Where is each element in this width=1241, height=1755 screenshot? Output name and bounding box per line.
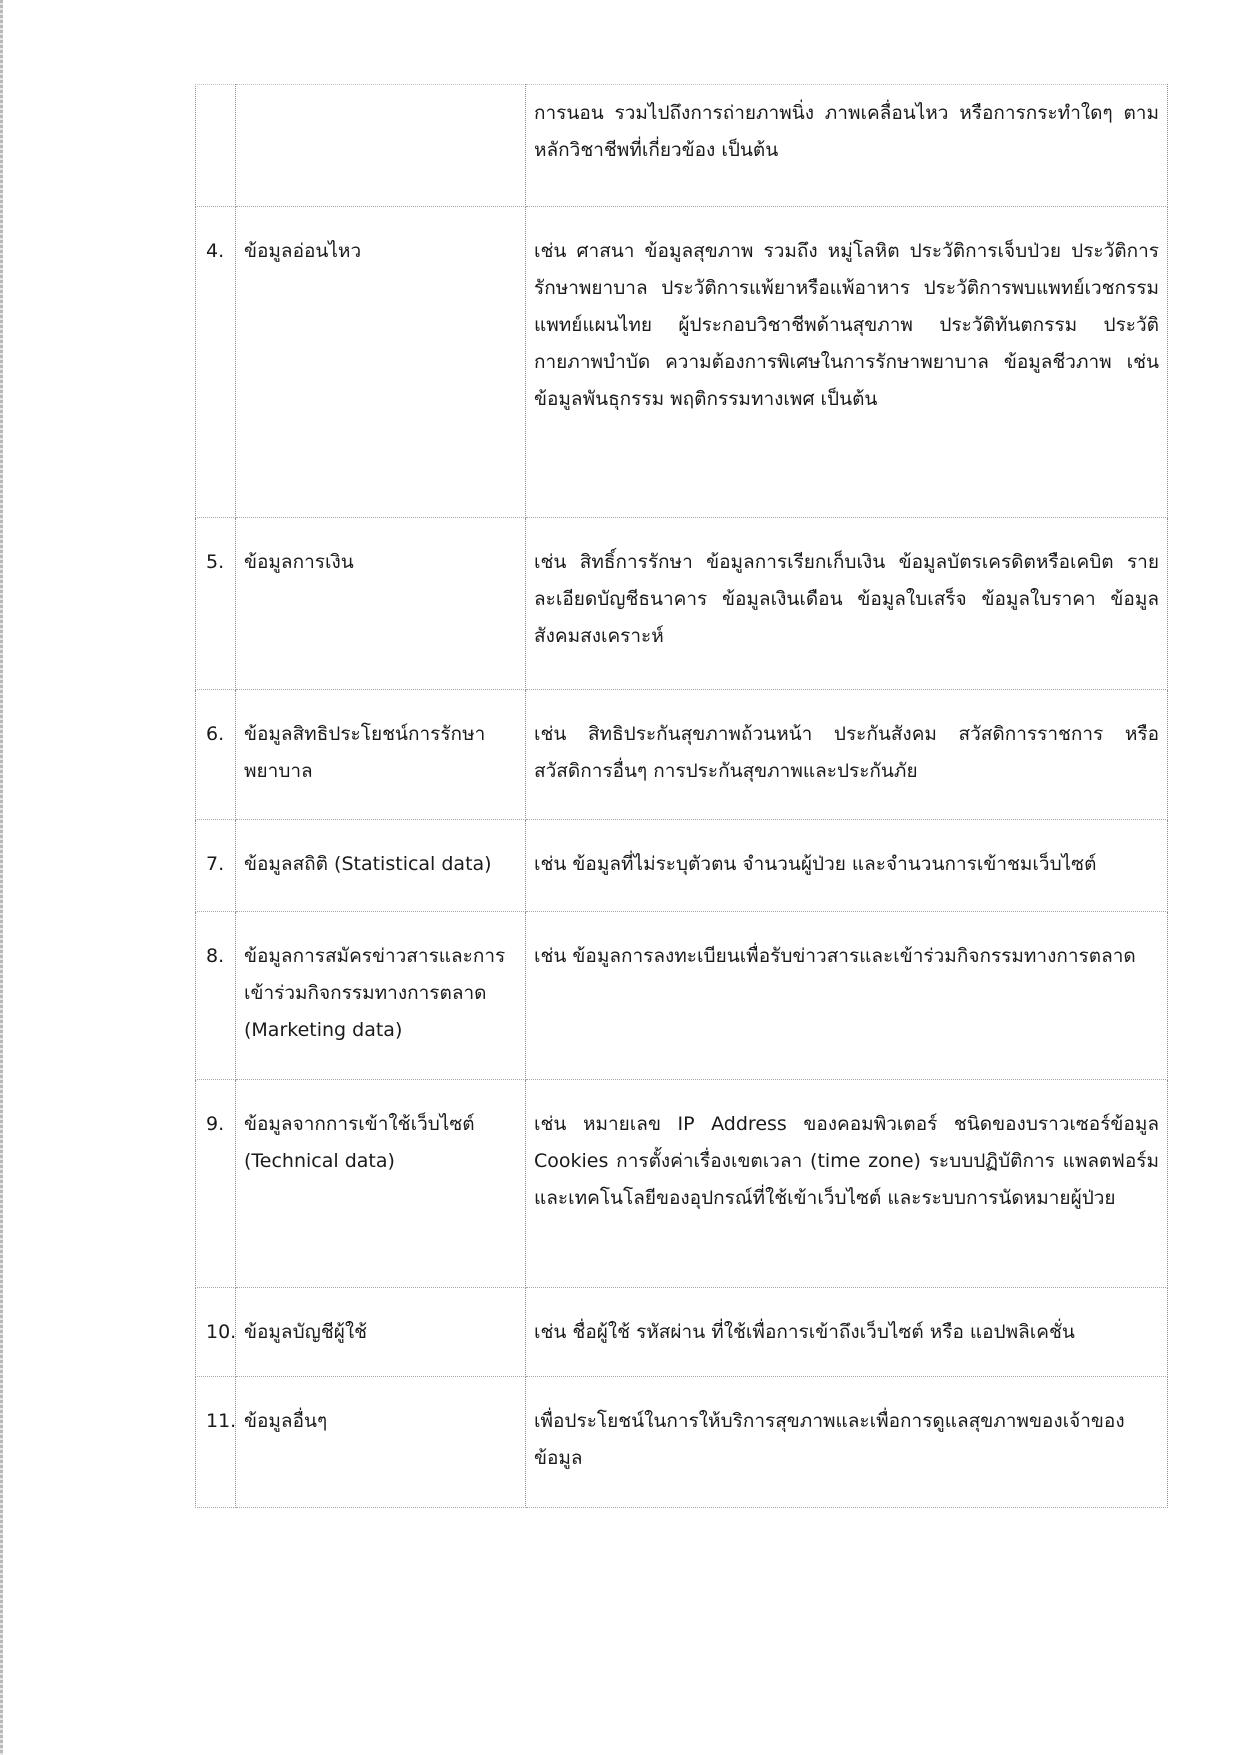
row-category: ข้อมูลบัญชีผู้ใช้ xyxy=(236,1288,526,1377)
row-category xyxy=(236,85,526,207)
row-number: 9. xyxy=(196,1080,236,1288)
row-category: ข้อมูลจากการเข้าใช้เว็บไซต์ (Technical data) xyxy=(236,1080,526,1288)
table-row xyxy=(196,690,1168,820)
table-row xyxy=(196,1288,1168,1377)
table-row xyxy=(196,207,1168,518)
row-category: ข้อมูลอ่อนไหว xyxy=(236,207,526,518)
table-row xyxy=(196,1080,1168,1288)
row-number: 8. xyxy=(196,912,236,1080)
row-number xyxy=(196,85,236,207)
row-category: ข้อมูลอื่นๆ xyxy=(236,1377,526,1508)
row-number: 7. xyxy=(196,820,236,912)
table-row xyxy=(196,820,1168,912)
row-number: 11. xyxy=(196,1377,236,1508)
row-number: 6. xyxy=(196,690,236,820)
row-number: 10. xyxy=(196,1288,236,1377)
row-description: เช่น หมายเลข IP Address ของคอมพิวเตอร์ ชนิดของบราวเซอร์ข้อมูล Cookies การตั้งค่าเรื่องเขตเวลา (time zone) ระบบปฏิบัติการ แพลตฟอร์มและเทคโนโลยีของอุปกรณ์ที่ใช้เข้าเว็บไซต์ และระบบการนัดหมายผู้ป่วย xyxy=(526,1080,1168,1288)
row-description: เช่น สิทธิ์การรักษา ข้อมูลการเรียกเก็บเงิน ข้อมูลบัตรเครดิตหรือเคบิต รายละเอียดบัญชีธนาคาร ข้อมูลเงินเดือน ข้อมูลใบเสร็จ ข้อมูลใบราคา ข้อมูลสังคมสงเคราะห์ xyxy=(526,518,1168,690)
row-category: ข้อมูลการเงิน xyxy=(236,518,526,690)
row-description: การนอน รวมไปถึงการถ่ายภาพนิ่ง ภาพเคลื่อนไหว หรือการกระทำใดๆ ตามหลักวิชาชีพที่เกี่ยวข้อง เป็นต้น xyxy=(526,85,1168,207)
row-category: ข้อมูลสิทธิประโยชน์การรักษาพยาบาล xyxy=(236,690,526,820)
row-description: เพื่อประโยชน์ในการให้บริการสุขภาพและเพื่อการดูแลสุขภาพของเจ้าของข้อมูล xyxy=(526,1377,1168,1508)
data-categories-table xyxy=(195,84,1168,1508)
table-row xyxy=(196,912,1168,1080)
row-category: ข้อมูลสถิติ (Statistical data) xyxy=(236,820,526,912)
row-number: 4. xyxy=(196,207,236,518)
row-category: ข้อมูลการสมัครข่าวสารและการเข้าร่วมกิจกรรมทางการตลาด (Marketing data) xyxy=(236,912,526,1080)
table-row xyxy=(196,518,1168,690)
row-description: เช่น ข้อมูลการลงทะเบียนเพื่อรับข่าวสารและเข้าร่วมกิจกรรมทางการตลาด xyxy=(526,912,1168,1080)
row-description: เช่น ศาสนา ข้อมูลสุขภาพ รวมถึง หมู่โลหิต ประวัติการเจ็บป่วย ประวัติการรักษาพยาบาล ประวัติการแพ้ยาหรือแพ้อาหาร ประวัติการพบแพทย์เวชกรรม แพทย์แผนไทย ผู้ประกอบวิชาชีพด้านสุขภาพ ประวัติทันตกรรม ประวัติกายภาพบำบัด ความต้องการพิเศษในการรักษาพยาบาล ข้อมูลชีวภาพ เช่น ข้อมูลพันธุกรรม พฤติกรรมทางเพศ เป็นต้น xyxy=(526,207,1168,518)
table-row xyxy=(196,85,1168,207)
row-description: เช่น ชื่อผู้ใช้ รหัสผ่าน ที่ใช้เพื่อการเข้าถึงเว็บไซต์ หรือ แอปพลิเคชั่น xyxy=(526,1288,1168,1377)
row-number: 5. xyxy=(196,518,236,690)
table-row xyxy=(196,1377,1168,1508)
row-description: เช่น สิทธิประกันสุขภาพถ้วนหน้า ประกันสังคม สวัสดิการราชการ หรือสวัสดิการอื่นๆ การประกันสุขภาพและประกันภัย xyxy=(526,690,1168,820)
row-description: เช่น ข้อมูลที่ไม่ระบุตัวตน จำนวนผู้ป่วย และจำนวนการเข้าชมเว็บไซต์ xyxy=(526,820,1168,912)
scan-edge-artifact xyxy=(0,0,3,1755)
